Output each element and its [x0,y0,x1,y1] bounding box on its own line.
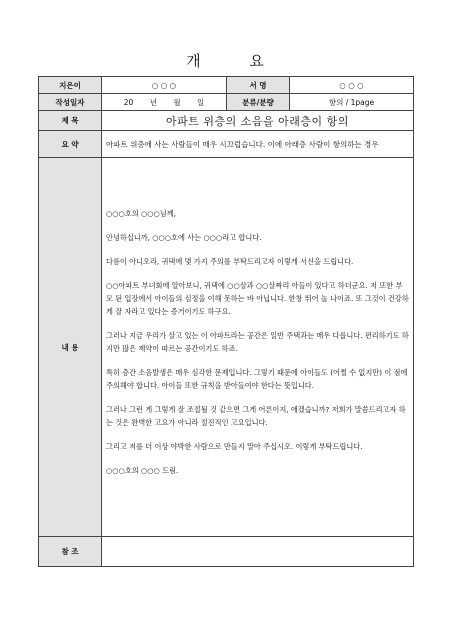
date-label: 작성일자 [39,94,102,111]
subject-value: 아파트 위층의 소음을 아래층이 항의 [102,111,414,131]
letter-paragraph: 다름이 아니오라, 귀댁에 몇 가지 주의를 부탁드리고자 이렇게 서신을 드립니다. [106,256,354,266]
author-value: ○ ○ ○ [102,77,227,94]
reference-value [102,537,414,567]
letter-paragraph: 안녕하십니까, ○○○호에 사는 ○○○라고 합니다. [106,232,262,242]
summary-row [39,131,414,158]
date-row [39,94,414,111]
content-label: 내 용 [39,158,102,537]
document-title: 개 요 [186,52,286,70]
signature-value: ○ ○ ○ [290,77,414,94]
letter-paragraph: 그러나 지금 우리가 살고 있는 이 아파트라는 공간은 일반 주택과는 매우 다릅니다. 편리하기도 하지만 많은 제약이 따르는 공간이기도 하죠. [106,330,409,353]
reference-label: 참 조 [39,537,102,567]
category-label: 분류/분량 [227,94,290,111]
letter-paragraph: 그리고 저를 더 이상 야박한 사람으로 만들지 말아 주십시오. 이렇게 부탁드립니다. [106,441,363,451]
subject-row [39,111,414,131]
summary-form [38,76,414,567]
letter-body [102,158,414,537]
letter-paragraph: ○○아파트 부녀회에 알아보니, 귀댁에 ○○살과 ○○살짜리 아들이 있다고 하더군요. 저 또한 부모 된 입장에서 아이들의 심정을 이해 못하는 바 아닙니다. 한창 뛰어 놀 나이죠. 또 그것이 건강하게 잘 자라고 있다는 증거이기도 하구요. [106,280,409,316]
signature-label: 서 명 [227,77,290,94]
author-row [39,77,414,94]
summary-value: 아파트 위층에 사는 사람들이 매우 시끄럽습니다. 이에 아래층 사람이 항의하는 경우 [102,131,414,158]
letter-paragraph: 그러나 그런 게 그렇게 잘 조절될 것 같으면 그게 어른이지, 애겠습니까? 저희가 말씀드리고자 하는 것은 완벽한 고요가 아니라 절진적인 고요입니다. [106,404,406,427]
reference-row [39,537,414,567]
summary-label: 요 약 [39,131,102,158]
category-value: 항의 / 1page [290,94,414,111]
content-row [39,158,414,537]
letter-paragraph: ○○○호의 ○○○ 드림. [106,465,179,475]
author-label: 지은이 [39,77,102,94]
subject-label: 제 목 [39,111,102,131]
letter-paragraph: 특히 층간 소음발생은 매우 심각한 문제입니다. 그렇기 때문에 아이들도 (어쩔 수 없지만) 이 점에 주의해야 합니다. 아이들 또한 규칙을 받아들여야 한다는 뜻입니다. [106,367,408,390]
letter-paragraph: ○○○호의 ○○○님께, [106,208,176,218]
date-value: 20 년 월 일 [102,94,227,111]
